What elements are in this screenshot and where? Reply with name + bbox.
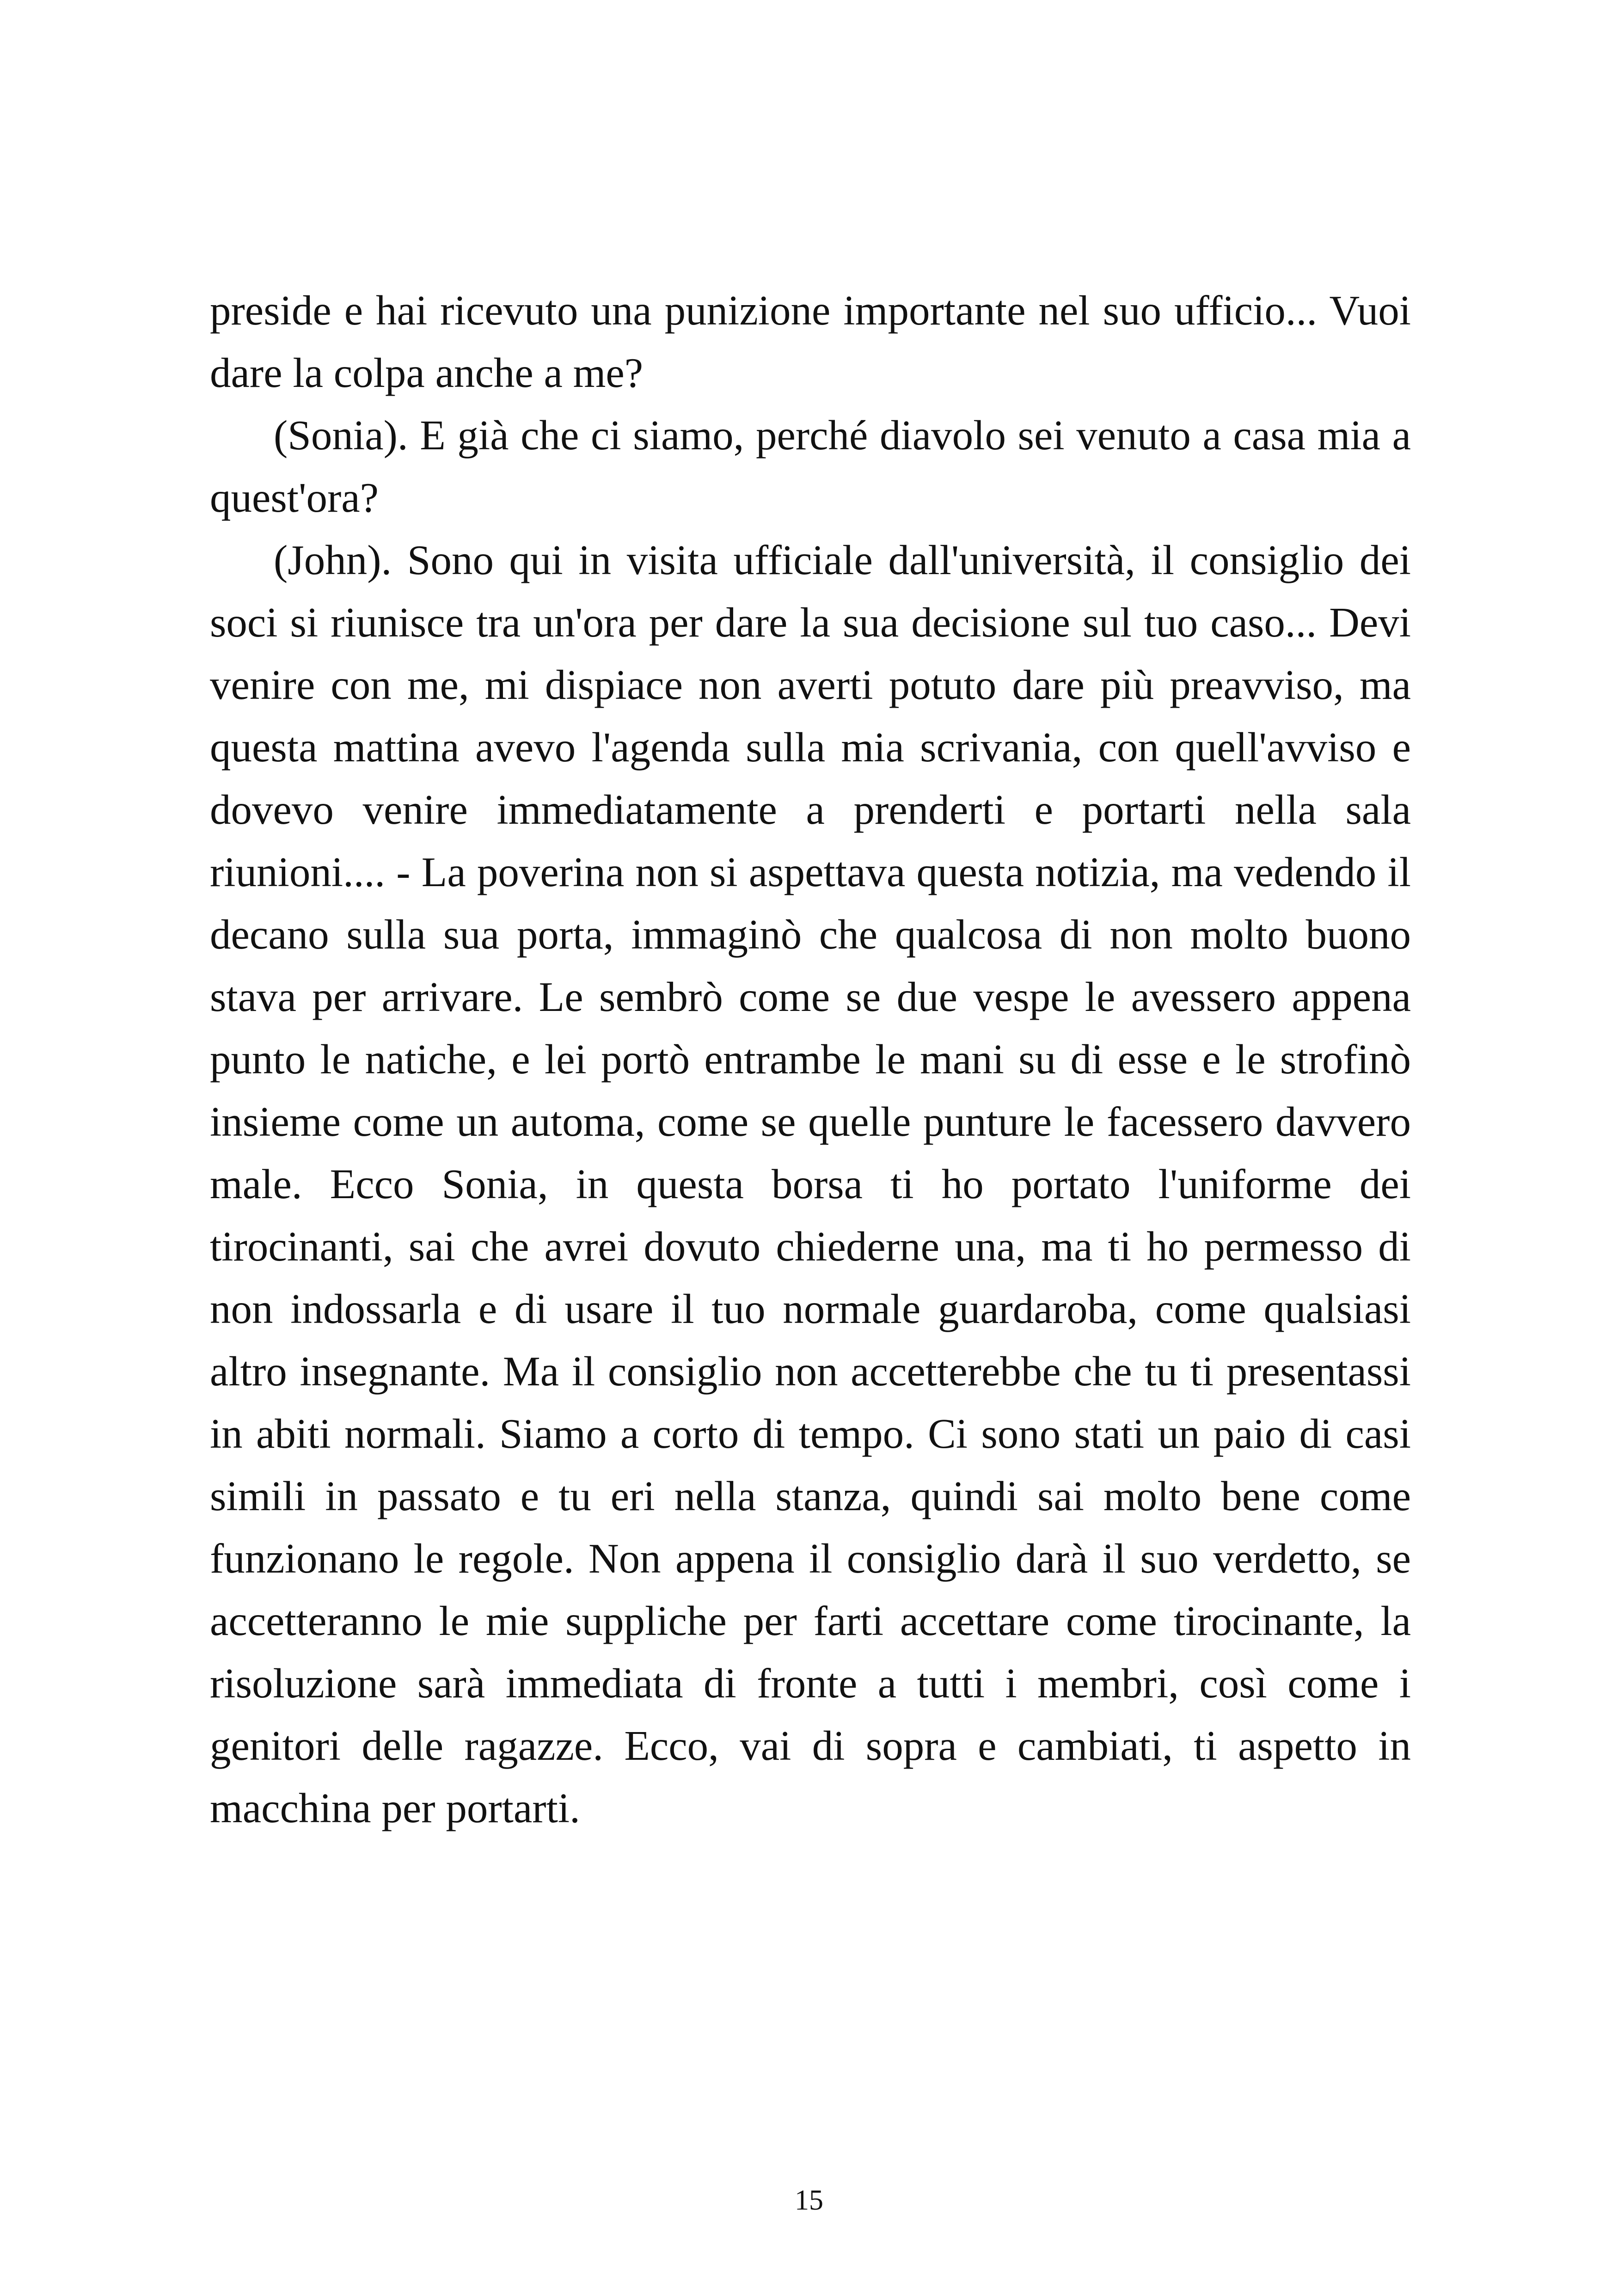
paragraph-sonia: (Sonia). E già che ci siamo, perché diavolo sei venuto a casa mia a quest'ora? bbox=[210, 412, 1411, 521]
paragraph-continuation: preside e hai ricevuto una punizione importante nel suo ufficio... Vuoi dare la colpa anche a me? bbox=[210, 287, 1411, 396]
page-number: 15 bbox=[795, 2185, 823, 2216]
body-text bbox=[210, 279, 1411, 1839]
paragraph-john: (John). Sono qui in visita ufficiale dall'università, il consiglio dei soci si riunisce tra un'ora per dare la sua decisione sul tuo caso... Devi venire con me, mi dispiace non averti potuto dare più preavviso, ma questa mattina avevo l'agenda sulla mia scrivania, con quell'avviso e dovevo venire immediatamente a prenderti e portarti nella sala riunioni.... - La poverina non si aspettava questa notizia, ma vedendo il decano sulla sua porta, immaginò che qualcosa di non molto buono stava per arrivare. Le sembrò come se due vespe le avessero appena punto le natiche, e lei portò entrambe le mani su di esse e le strofinò insieme come un automa, come se quelle punture le facessero davvero male. Ecco Sonia, in questa borsa ti ho portato l'uniforme dei tirocinanti, sai che avrei dovuto chiederne una, ma ti ho permesso di non indossarla e di usare il tuo normale guardaroba, come qualsiasi altro insegnante. Ma il consiglio non accetterebbe che tu ti presentassi in abiti normali. Siamo a corto di tempo. Ci sono stati un paio di casi simili in passato e tu eri nella stanza, quindi sai molto bene come funzionano le regole. Non appena il consiglio darà il suo verdetto, se accetteranno le mie suppliche per farti accettare come tirocinante, la risoluzione sarà immediata di fronte a tutti i membri, così come i genitori delle ragazze. Ecco, vai di sopra e cambiati, ti aspetto in macchina per portarti. bbox=[210, 537, 1411, 1831]
